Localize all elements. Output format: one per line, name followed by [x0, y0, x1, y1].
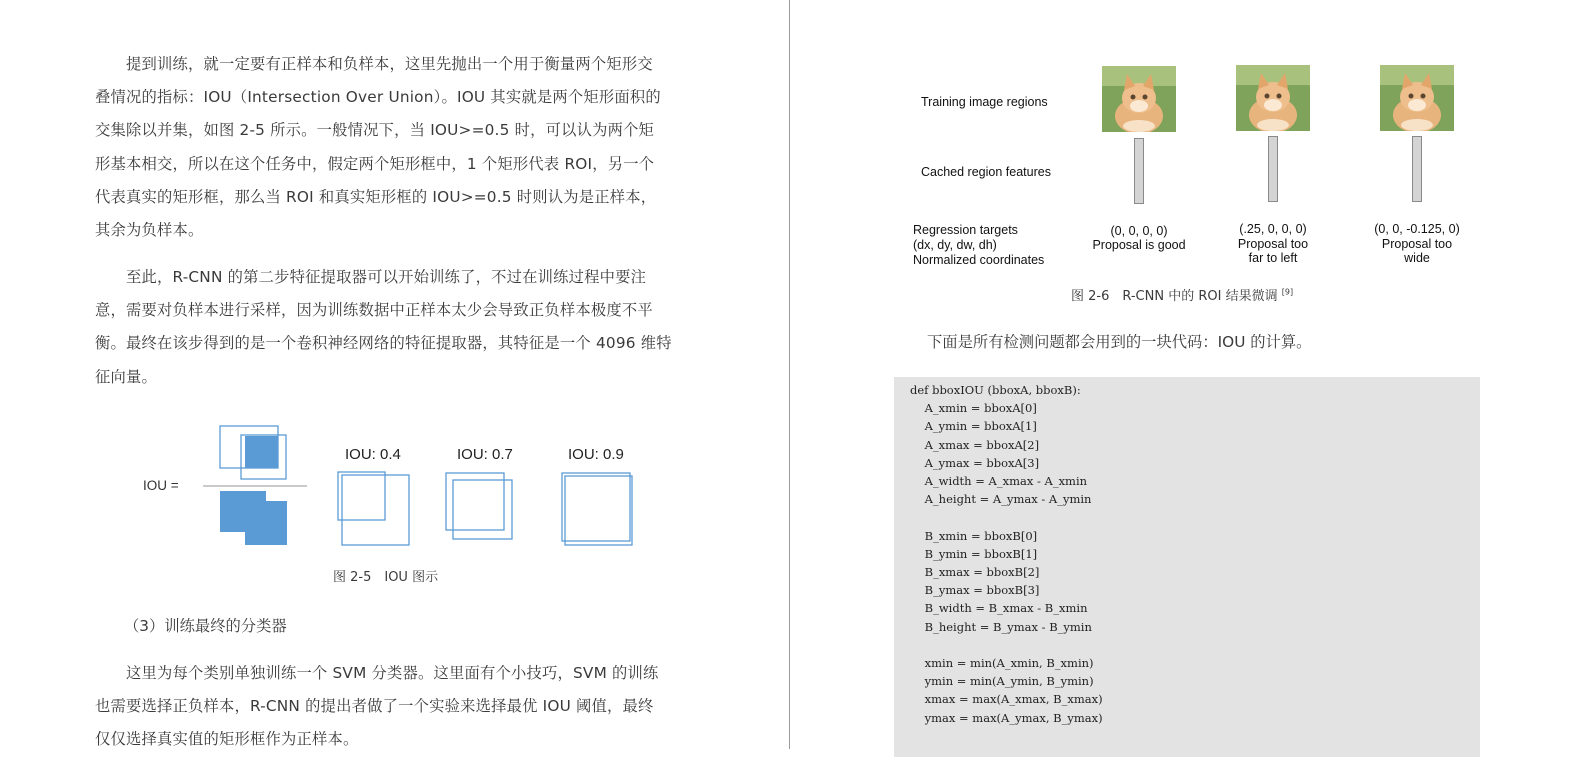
union-area	[220, 491, 287, 545]
iou-04-box-b	[342, 475, 409, 545]
intersection-area	[245, 436, 278, 468]
code-line: xmax = max(A_xmax, B_xmax)	[910, 692, 1103, 707]
code-intro-text: 下面是所有检测问题都会用到的一块代码：IOU 的计算。	[927, 333, 1312, 351]
proposal-description-2: Proposal too	[1237, 237, 1309, 251]
label-normalized-coordinates: Normalized coordinates	[913, 253, 1045, 267]
label-regression-deltas: (dx, dy, dw, dh)	[913, 238, 997, 252]
text-line: 代表真实的矩形框，那么当 ROI 和真实矩形框的 IOU>=0.5 时则认为是正样本，	[95, 187, 657, 206]
text-line: 其余为负样本。	[95, 221, 204, 240]
iou-07-box-a	[446, 473, 504, 530]
iou-04-box-a	[338, 472, 385, 520]
code-line: ymin = min(A_ymin, B_ymin)	[910, 674, 1094, 689]
text-line: 仅仅选择真实值的矩形框作为正样本。	[95, 730, 359, 749]
iou-label-09: IOU: 0.9	[568, 446, 624, 463]
text-line: 意，需要对负样本进行采样，因为训练数据中正样本太少会导致正负样本极度不平	[95, 301, 653, 320]
code-line: B_height = B_ymax - B_ymin	[910, 619, 1092, 634]
text-line: 形基本相交，所以在这个任务中，假定两个矩形框中，1 个矩形代表 ROI，另一个	[95, 154, 655, 173]
regression-target-1: (0, 0, 0, 0)	[1110, 224, 1168, 238]
cached-feature-bar	[1268, 136, 1278, 202]
iou-09-box-a	[562, 473, 630, 541]
code-line: A_xmin = bboxA[0]	[910, 401, 1037, 416]
code-line: A_xmax = bboxA[2]	[910, 437, 1040, 452]
text-line: 征向量。	[95, 367, 157, 386]
cached-feature-bar	[1134, 138, 1144, 204]
label-regression-targets: Regression targets	[913, 223, 1018, 237]
proposal-description-1: Proposal is good	[1092, 238, 1186, 252]
code-line: A_ymin = bboxA[1]	[910, 419, 1037, 434]
figure-caption-2-6	[1071, 285, 1293, 304]
code-line: B_xmin = bboxB[0]	[910, 528, 1038, 543]
left-page	[0, 0, 789, 749]
iou-diagram	[135, 420, 655, 555]
paragraph-feature-extractor	[95, 261, 683, 394]
cached-feature-bar	[1412, 136, 1422, 202]
text-line: 交集除以并集，如图 2-5 所示。一般情况下，当 IOU>=0.5 时，可以认为两个矩	[95, 121, 655, 140]
iou-figure	[135, 420, 655, 555]
kitten-image	[1102, 66, 1176, 132]
proposal-description-3: Proposal too	[1381, 237, 1453, 251]
code-line: xmin = min(A_xmin, B_xmin)	[910, 656, 1094, 671]
iou-label-04: IOU: 0.4	[345, 446, 401, 463]
code-line: ymax = max(A_ymax, B_ymax)	[910, 710, 1103, 725]
proposal-description-3b: wide	[1404, 251, 1430, 265]
text-line: 提到训练，就一定要有正样本和负样本，这里先抛出一个用于衡量两个矩形交	[126, 55, 653, 73]
caption-reference: [9]	[1281, 287, 1294, 297]
proposal-description-2b: far to left	[1248, 251, 1298, 265]
code-line: A_ymax = bboxA[3]	[910, 455, 1040, 470]
text-line: 至此，R-CNN 的第二步特征提取器可以开始训练了，不过在训练过程中要注	[126, 268, 647, 286]
regression-target-3: (0, 0, -0.125, 0)	[1374, 222, 1460, 236]
code-line: A_width = A_xmax - A_xmin	[910, 474, 1088, 489]
paragraph-iou-definition	[95, 48, 683, 247]
label-cached-region-features: Cached region features	[921, 165, 1051, 179]
right-page	[790, 0, 1578, 749]
text-line: 也需要选择正负样本，R-CNN 的提出者做了一个实验来选择最优 IOU 阈值，最终	[95, 697, 654, 716]
code-line: def bboxIOU (bboxA, bboxB):	[910, 383, 1081, 397]
section-subheading: （3）训练最终的分类器	[124, 617, 287, 635]
regression-target-2: (.25, 0, 0, 0)	[1239, 222, 1307, 236]
iou-equation-label: IOU =	[143, 478, 179, 493]
code-block	[894, 377, 1480, 757]
code-line: B_xmax = bboxB[2]	[910, 565, 1040, 580]
text-line: 衡。最终在该步得到的是一个卷积神经网络的特征提取器，其特征是一个 4096 维特	[95, 334, 672, 353]
code-line: B_ymax = bboxB[3]	[910, 583, 1040, 598]
text-line: 这里为每个类别单独训练一个 SVM 分类器。这里面有个小技巧，SVM 的训练	[126, 664, 659, 682]
code-listing	[894, 377, 1480, 727]
code-line: B_width = B_xmax - B_xmin	[910, 601, 1088, 616]
label-training-image-regions: Training image regions	[921, 95, 1048, 109]
kitten-image	[1380, 65, 1454, 131]
code-line: B_ymin = bboxB[1]	[910, 546, 1038, 561]
rcnn-roi-figure	[910, 60, 1480, 280]
text-line: 叠情况的指标：IOU（Intersection Over Union）。IOU 其实就是两个矩形面积的	[95, 88, 661, 107]
figure-caption-2-5: 图 2-5 IOU 图示	[333, 570, 439, 585]
caption-text: 图 2-6 R-CNN 中的 ROI 结果微调	[1071, 289, 1278, 304]
iou-09-box-b	[565, 476, 632, 545]
paragraph-svm	[95, 657, 683, 757]
kitten-image	[1236, 65, 1310, 131]
code-line: A_height = A_ymax - A_ymin	[910, 492, 1092, 507]
iou-label-07: IOU: 0.7	[457, 446, 513, 463]
